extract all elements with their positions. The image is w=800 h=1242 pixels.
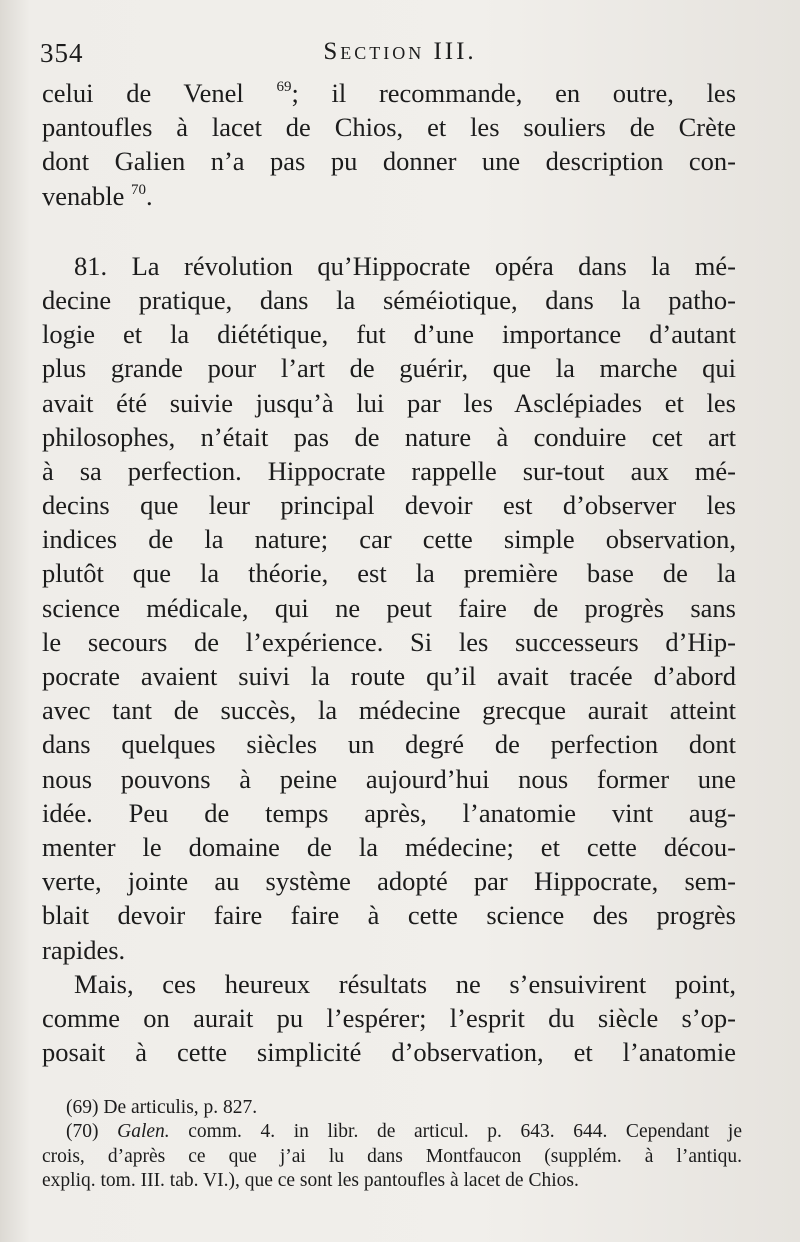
text-line: dont Galien n’a pas pu donner une description con- bbox=[42, 146, 736, 177]
text-line: celui de Venel $^{69}$; il recommande, en outre, les bbox=[42, 78, 736, 108]
footnote-ref: 70 bbox=[131, 181, 147, 198]
text-line: decins que leur principal devoir est d’observer les bbox=[42, 490, 736, 521]
text-line: pocrate avaient suivi la route qu’il avait tracée d’abord bbox=[42, 661, 736, 691]
footnote-69: (69) De articulis, p. 827. bbox=[66, 1097, 258, 1118]
footnote-ref: 69 bbox=[276, 79, 292, 95]
text-line: idée. Peu de temps après, l’anatomie vint aug- bbox=[42, 797, 736, 828]
running-head: Section III. bbox=[323, 38, 477, 65]
text-line: philosophes, n’était pas de nature à conduire cet art bbox=[42, 421, 736, 452]
footnote-70: (70) Galen. comm. 4. in libr. de articul. p. 643. 644. Cependant je bbox=[66, 1121, 742, 1143]
footnote-line: expliq. tom. III. tab. VI.), que ce sont les pantoufles à lacet de Chios. bbox=[42, 1170, 579, 1192]
text-line: avait été suivie jusqu’à lui par les Asclépiades et les bbox=[42, 387, 736, 418]
text-line: indices de la nature; car cette simple observation, bbox=[42, 524, 736, 555]
text-line: venable $^{70}$. bbox=[42, 180, 153, 211]
text-line: verte, jointe au système adopté par Hippocrate, sem- bbox=[42, 866, 736, 897]
page-number: 354 bbox=[40, 38, 84, 68]
text-line: posait à cette simplicité d’observation, et l’anatomie bbox=[42, 1037, 736, 1068]
text-line: rapides. bbox=[42, 934, 126, 965]
text-line: pantoufles à lacet de Chios, et les souliers de Crète bbox=[42, 112, 736, 143]
text-line: decine pratique, dans la séméiotique, dans la patho- bbox=[42, 284, 736, 315]
footnote-author: Galen. bbox=[117, 1121, 170, 1143]
paragraph-start: Mais, ces heureux résultats ne s’ensuivirent point, bbox=[74, 968, 736, 999]
text-line: nous pouvons à peine aujourd’hui nous former une bbox=[42, 763, 736, 794]
paragraph-81-start: 81. La révolution qu’Hippocrate opéra dans la mé- bbox=[74, 250, 736, 281]
text-line: le secours de l’expérience. Si les successeurs d’Hip- bbox=[42, 626, 736, 657]
text-line: dans quelques siècles un degré de perfection dont bbox=[42, 729, 736, 760]
body-text bbox=[42, 76, 736, 1069]
page-header bbox=[40, 30, 760, 70]
text-line: blait devoir faire faire à cette science des progrès bbox=[42, 900, 736, 931]
text-line: science médicale, qui ne peut faire de progrès sans bbox=[42, 592, 736, 623]
text-line: plutôt que la théorie, est la première base de la bbox=[42, 558, 736, 589]
footnote-line: crois, d’après ce que j’ai lu dans Montfaucon (supplém. à l’antiqu. bbox=[42, 1145, 742, 1167]
footnotes bbox=[42, 1096, 742, 1194]
text-line: menter le domaine de la médecine; et cette décou- bbox=[42, 831, 736, 862]
text-line: avec tant de succès, la médecine grecque aurait atteint bbox=[42, 695, 736, 726]
text-line: plus grande pour l’art de guérir, que la marche qui bbox=[42, 353, 736, 384]
text-line: logie et la diététique, fut d’une importance d’autant bbox=[42, 319, 736, 350]
text-line: à sa perfection. Hippocrate rappelle sur-tout aux mé- bbox=[42, 455, 736, 486]
text-line: comme on aurait pu l’espérer; l’esprit du siècle s’op- bbox=[42, 1002, 736, 1033]
paragraph-gap bbox=[42, 213, 736, 249]
